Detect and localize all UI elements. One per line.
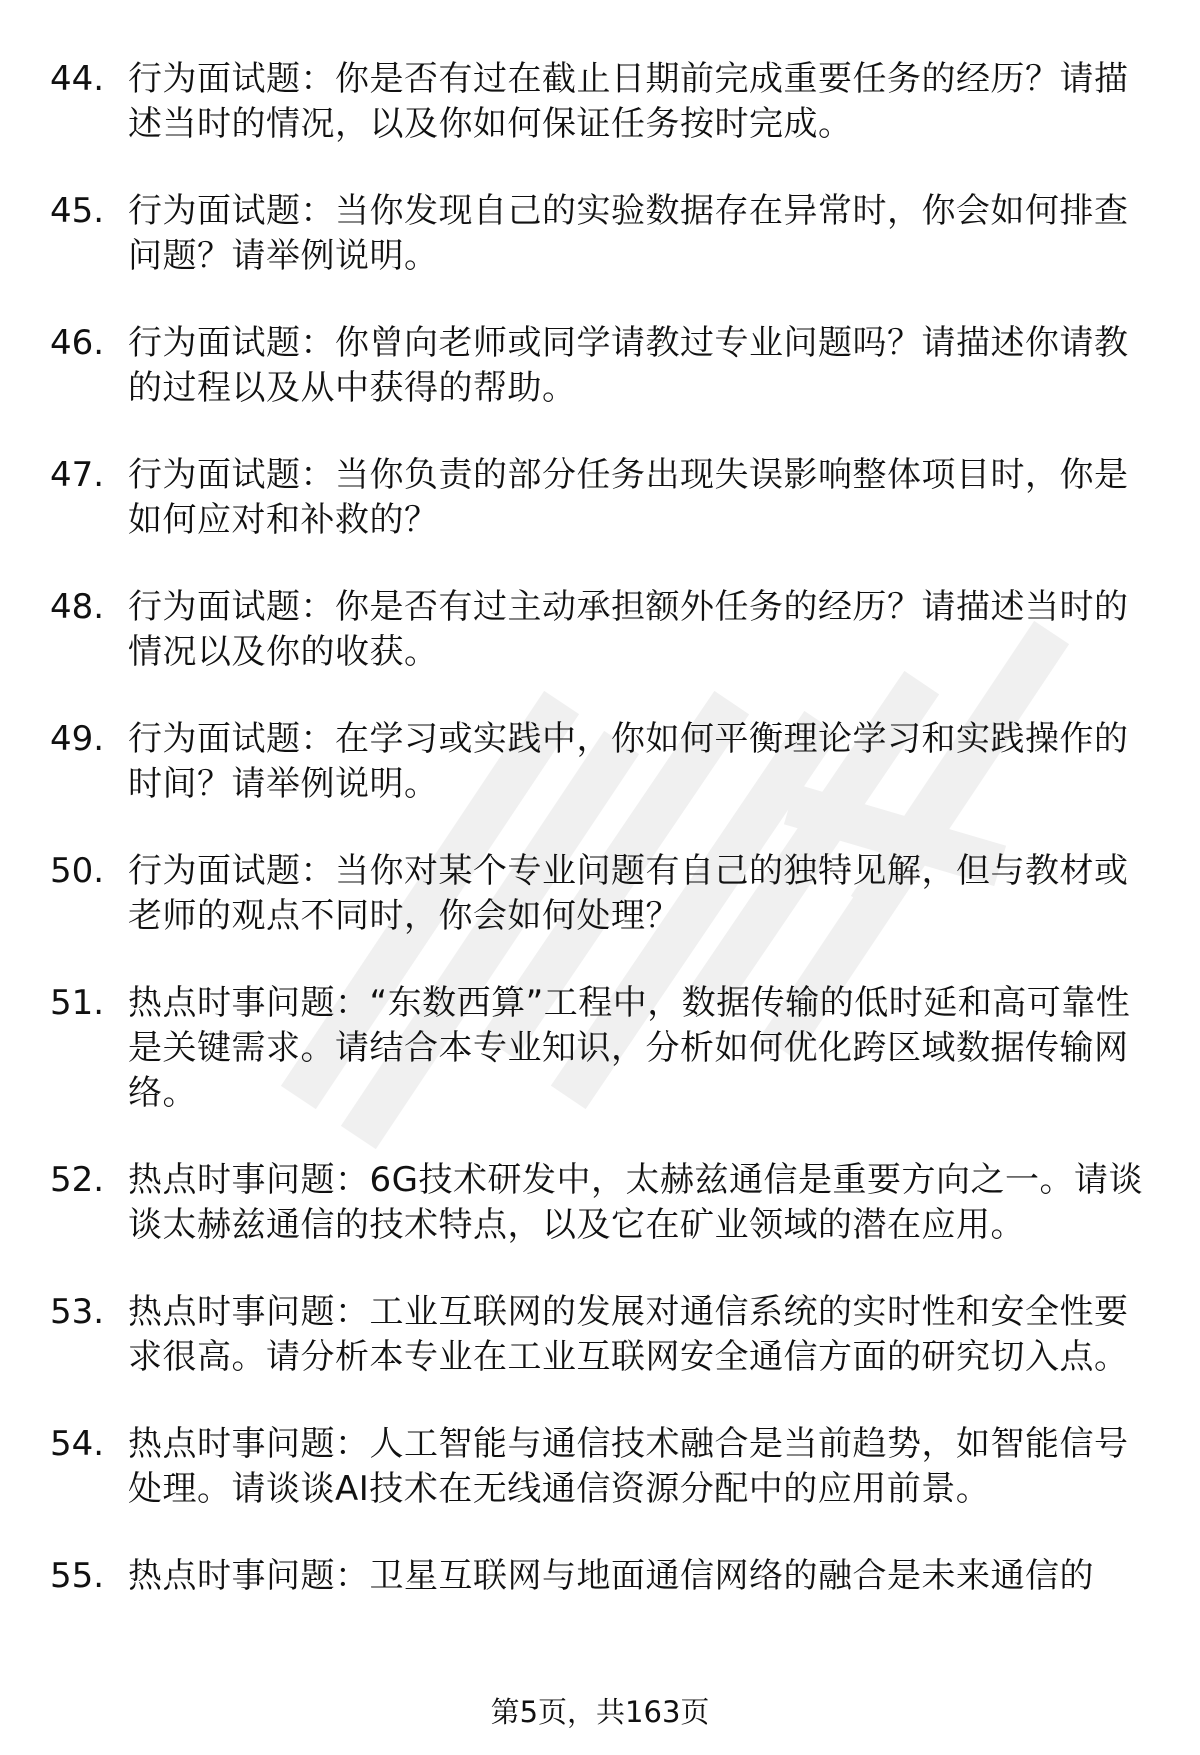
question-number: 48. xyxy=(50,587,105,627)
question-item xyxy=(50,1422,1160,1512)
question-item xyxy=(50,981,1160,1116)
question-text: 行为面试题：当你对某个专业问题有自己的独特见解，但与教材或老师的观点不同时，你会如何处理？ xyxy=(128,851,1129,936)
question-number: 50. xyxy=(50,851,105,891)
question-item xyxy=(50,189,1160,279)
question-number: 46. xyxy=(50,323,105,363)
question-number: 49. xyxy=(50,719,105,759)
question-number: 44. xyxy=(50,59,105,99)
question-text: 行为面试题：你曾向老师或同学请教过专业问题吗？请描述你请教的过程以及从中获得的帮助。 xyxy=(128,323,1129,408)
question-item xyxy=(50,321,1160,411)
question-item xyxy=(50,57,1160,147)
question-number: 45. xyxy=(50,191,105,231)
question-text: 行为面试题：在学习或实践中，你如何平衡理论学习和实践操作的时间？请举例说明。 xyxy=(128,719,1129,804)
question-text: 行为面试题：当你发现自己的实验数据存在异常时，你会如何排查问题？请举例说明。 xyxy=(128,191,1129,276)
question-text: 热点时事问题：人工智能与通信技术融合是当前趋势，如智能信号处理。请谈谈AI技术在无线通信资源分配中的应用前景。 xyxy=(128,1424,1129,1509)
question-item xyxy=(50,585,1160,675)
page-footer: 第5页，共163页 xyxy=(490,1695,710,1729)
question-text: 行为面试题：当你负责的部分任务出现失误影响整体项目时，你是如何应对和补救的？ xyxy=(128,455,1129,540)
question-item xyxy=(50,717,1160,807)
question-text: 行为面试题：你是否有过主动承担额外任务的经历？请描述当时的情况以及你的收获。 xyxy=(128,587,1129,672)
question-number: 47. xyxy=(50,455,105,495)
question-text: 热点时事问题：卫星互联网与地面通信网络的融合是未来通信的 xyxy=(128,1556,1094,1596)
question-number: 54. xyxy=(50,1424,105,1464)
question-item xyxy=(50,1158,1160,1248)
question-number: 52. xyxy=(50,1160,105,1200)
question-number: 53. xyxy=(50,1292,105,1332)
question-text: 热点时事问题：工业互联网的发展对通信系统的实时性和安全性要求很高。请分析本专业在工业互联网安全通信方面的研究切入点。 xyxy=(128,1292,1129,1377)
question-text: 热点时事问题：6G技术研发中，太赫兹通信是重要方向之一。请谈谈太赫兹通信的技术特点，以及它在矿业领域的潜在应用。 xyxy=(128,1160,1143,1245)
question-list xyxy=(50,57,1160,1641)
question-text: 热点时事问题：“东数西算”工程中，数据传输的低时延和高可靠性是关键需求。请结合本专业知识，分析如何优化跨区域数据传输网络。 xyxy=(128,983,1131,1113)
question-item xyxy=(50,453,1160,543)
question-item xyxy=(50,849,1160,939)
question-number: 51. xyxy=(50,983,105,1023)
question-number: 55. xyxy=(50,1556,105,1596)
question-item xyxy=(50,1554,1160,1599)
question-item xyxy=(50,1290,1160,1380)
question-text: 行为面试题：你是否有过在截止日期前完成重要任务的经历？请描述当时的情况，以及你如何保证任务按时完成。 xyxy=(128,59,1129,144)
